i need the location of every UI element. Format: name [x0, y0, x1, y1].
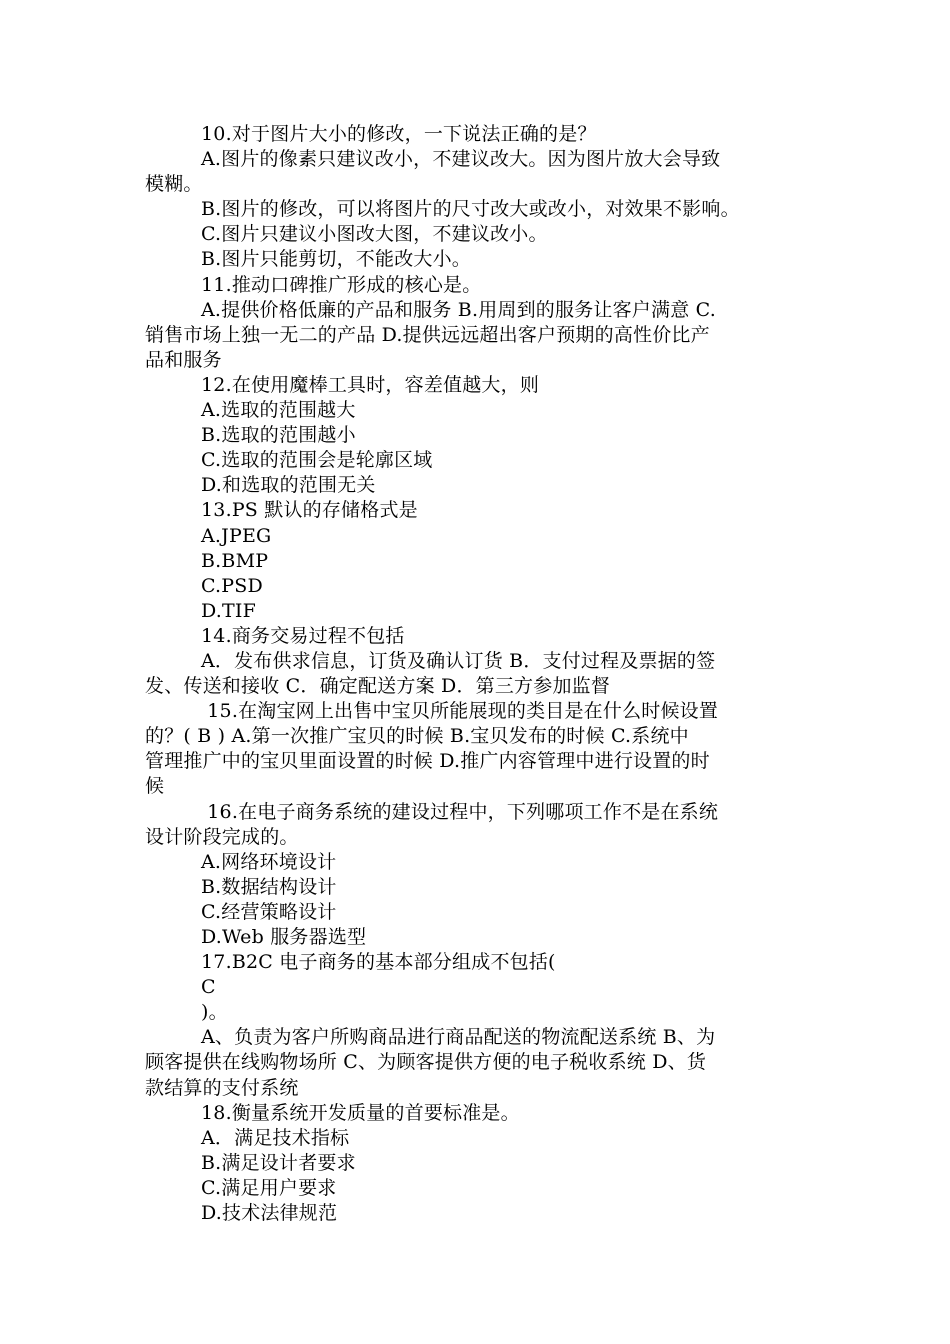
question-17-options-continued: 款结算的支付系统	[145, 1076, 299, 1099]
question-13-option-d: D.TIF	[201, 599, 256, 622]
question-11-options-continued: 品和服务	[145, 348, 222, 371]
question-11-options-continued: 销售市场上独一无二的产品 D.提供远远超出客户预期的高性价比产	[145, 323, 710, 346]
question-12-option-b: B.选取的范围越小	[201, 424, 356, 447]
question-18-option-d: D.技术法律规范	[201, 1202, 338, 1225]
question-12-option-c: C.选取的范围会是轮廓区域	[201, 449, 433, 472]
question-15-options-continued: 管理推广中的宝贝里面设置的时候 D.推广内容管理中进行设置的时	[145, 750, 710, 773]
question-13-option-b: B.BMP	[201, 549, 269, 572]
question-16-stem: 16.在电子商务系统的建设过程中，下列哪项工作不是在系统	[201, 800, 719, 823]
question-13-option-a: A.JPEG	[201, 524, 272, 547]
question-12-option-a: A.选取的范围越大	[201, 399, 356, 422]
question-11-stem: 11.推动口碑推广形成的核心是。	[201, 273, 482, 296]
question-18-option-c: C.满足用户要求	[201, 1176, 337, 1199]
question-10-option-a: A.图片的像素只建议改小，不建议改大。因为图片放大会导致	[201, 148, 721, 171]
question-16-option-a: A.网络环境设计	[201, 850, 337, 873]
question-17-options: A、负责为客户所购商品进行商品配送的物流配送系统 B、为	[201, 1026, 716, 1049]
question-18-option-b: B.满足设计者要求	[201, 1151, 356, 1174]
question-17-stem: 17.B2C 电子商务的基本部分组成不包括(	[201, 951, 556, 974]
question-16-option-c: C.经营策略设计	[201, 900, 337, 923]
question-12-stem: 12.在使用魔棒工具时，容差值越大，则	[201, 373, 540, 396]
question-13-option-c: C.PSD	[201, 574, 263, 597]
question-10-stem: 10.对于图片大小的修改，一下说法正确的是？	[201, 123, 597, 145]
question-17-answer: C	[201, 976, 216, 999]
question-18-stem: 18.衡量系统开发质量的首要标准是。	[201, 1101, 520, 1124]
question-14-options-continued: 发、传送和接收 C．确定配送方案 D．第三方参加监督	[145, 675, 611, 698]
question-16-option-d: D.Web 服务器选型	[201, 926, 367, 948]
question-text-block	[145, 122, 813, 1226]
question-10-option-b: B.图片的修改，可以将图片的尺寸改大或改小，对效果不影响。	[201, 198, 740, 221]
question-14-stem: 14.商务交易过程不包括	[201, 624, 405, 647]
question-15-options: 的？( B ) A.第一次推广宝贝的时候 B.宝贝发布的时候 C.系统中	[145, 725, 689, 748]
question-10-option-d: B.图片只能剪切，不能改大小。	[201, 248, 472, 271]
question-17-stem-end: )。	[201, 1001, 228, 1024]
question-17-options-continued: 顾客提供在线购物场所 C、为顾客提供方便的电子税收系统 D、货	[145, 1051, 707, 1074]
question-13-stem: 13.PS 默认的存储格式是	[201, 499, 418, 522]
question-16-stem-continued: 设计阶段完成的。	[145, 825, 299, 848]
question-16-option-b: B.数据结构设计	[201, 875, 337, 898]
question-11-options: A.提供价格低廉的产品和服务 B.用周到的服务让客户满意 C.	[201, 298, 716, 321]
question-18-option-a: A．满足技术指标	[201, 1126, 350, 1149]
question-15-options-continued: 候	[145, 775, 165, 798]
question-10-option-c: C.图片只建议小图改大图，不建议改小。	[201, 223, 548, 246]
question-10-option-a-continued: 模糊。	[145, 173, 203, 196]
question-14-options: A．发布供求信息，订货及确认订货 B．支付过程及票据的签	[201, 649, 716, 672]
question-15-stem: 15.在淘宝网上出售中宝贝所能展现的类目是在什么时候设置	[201, 700, 719, 723]
question-12-option-d: D.和选取的范围无关	[201, 474, 376, 497]
